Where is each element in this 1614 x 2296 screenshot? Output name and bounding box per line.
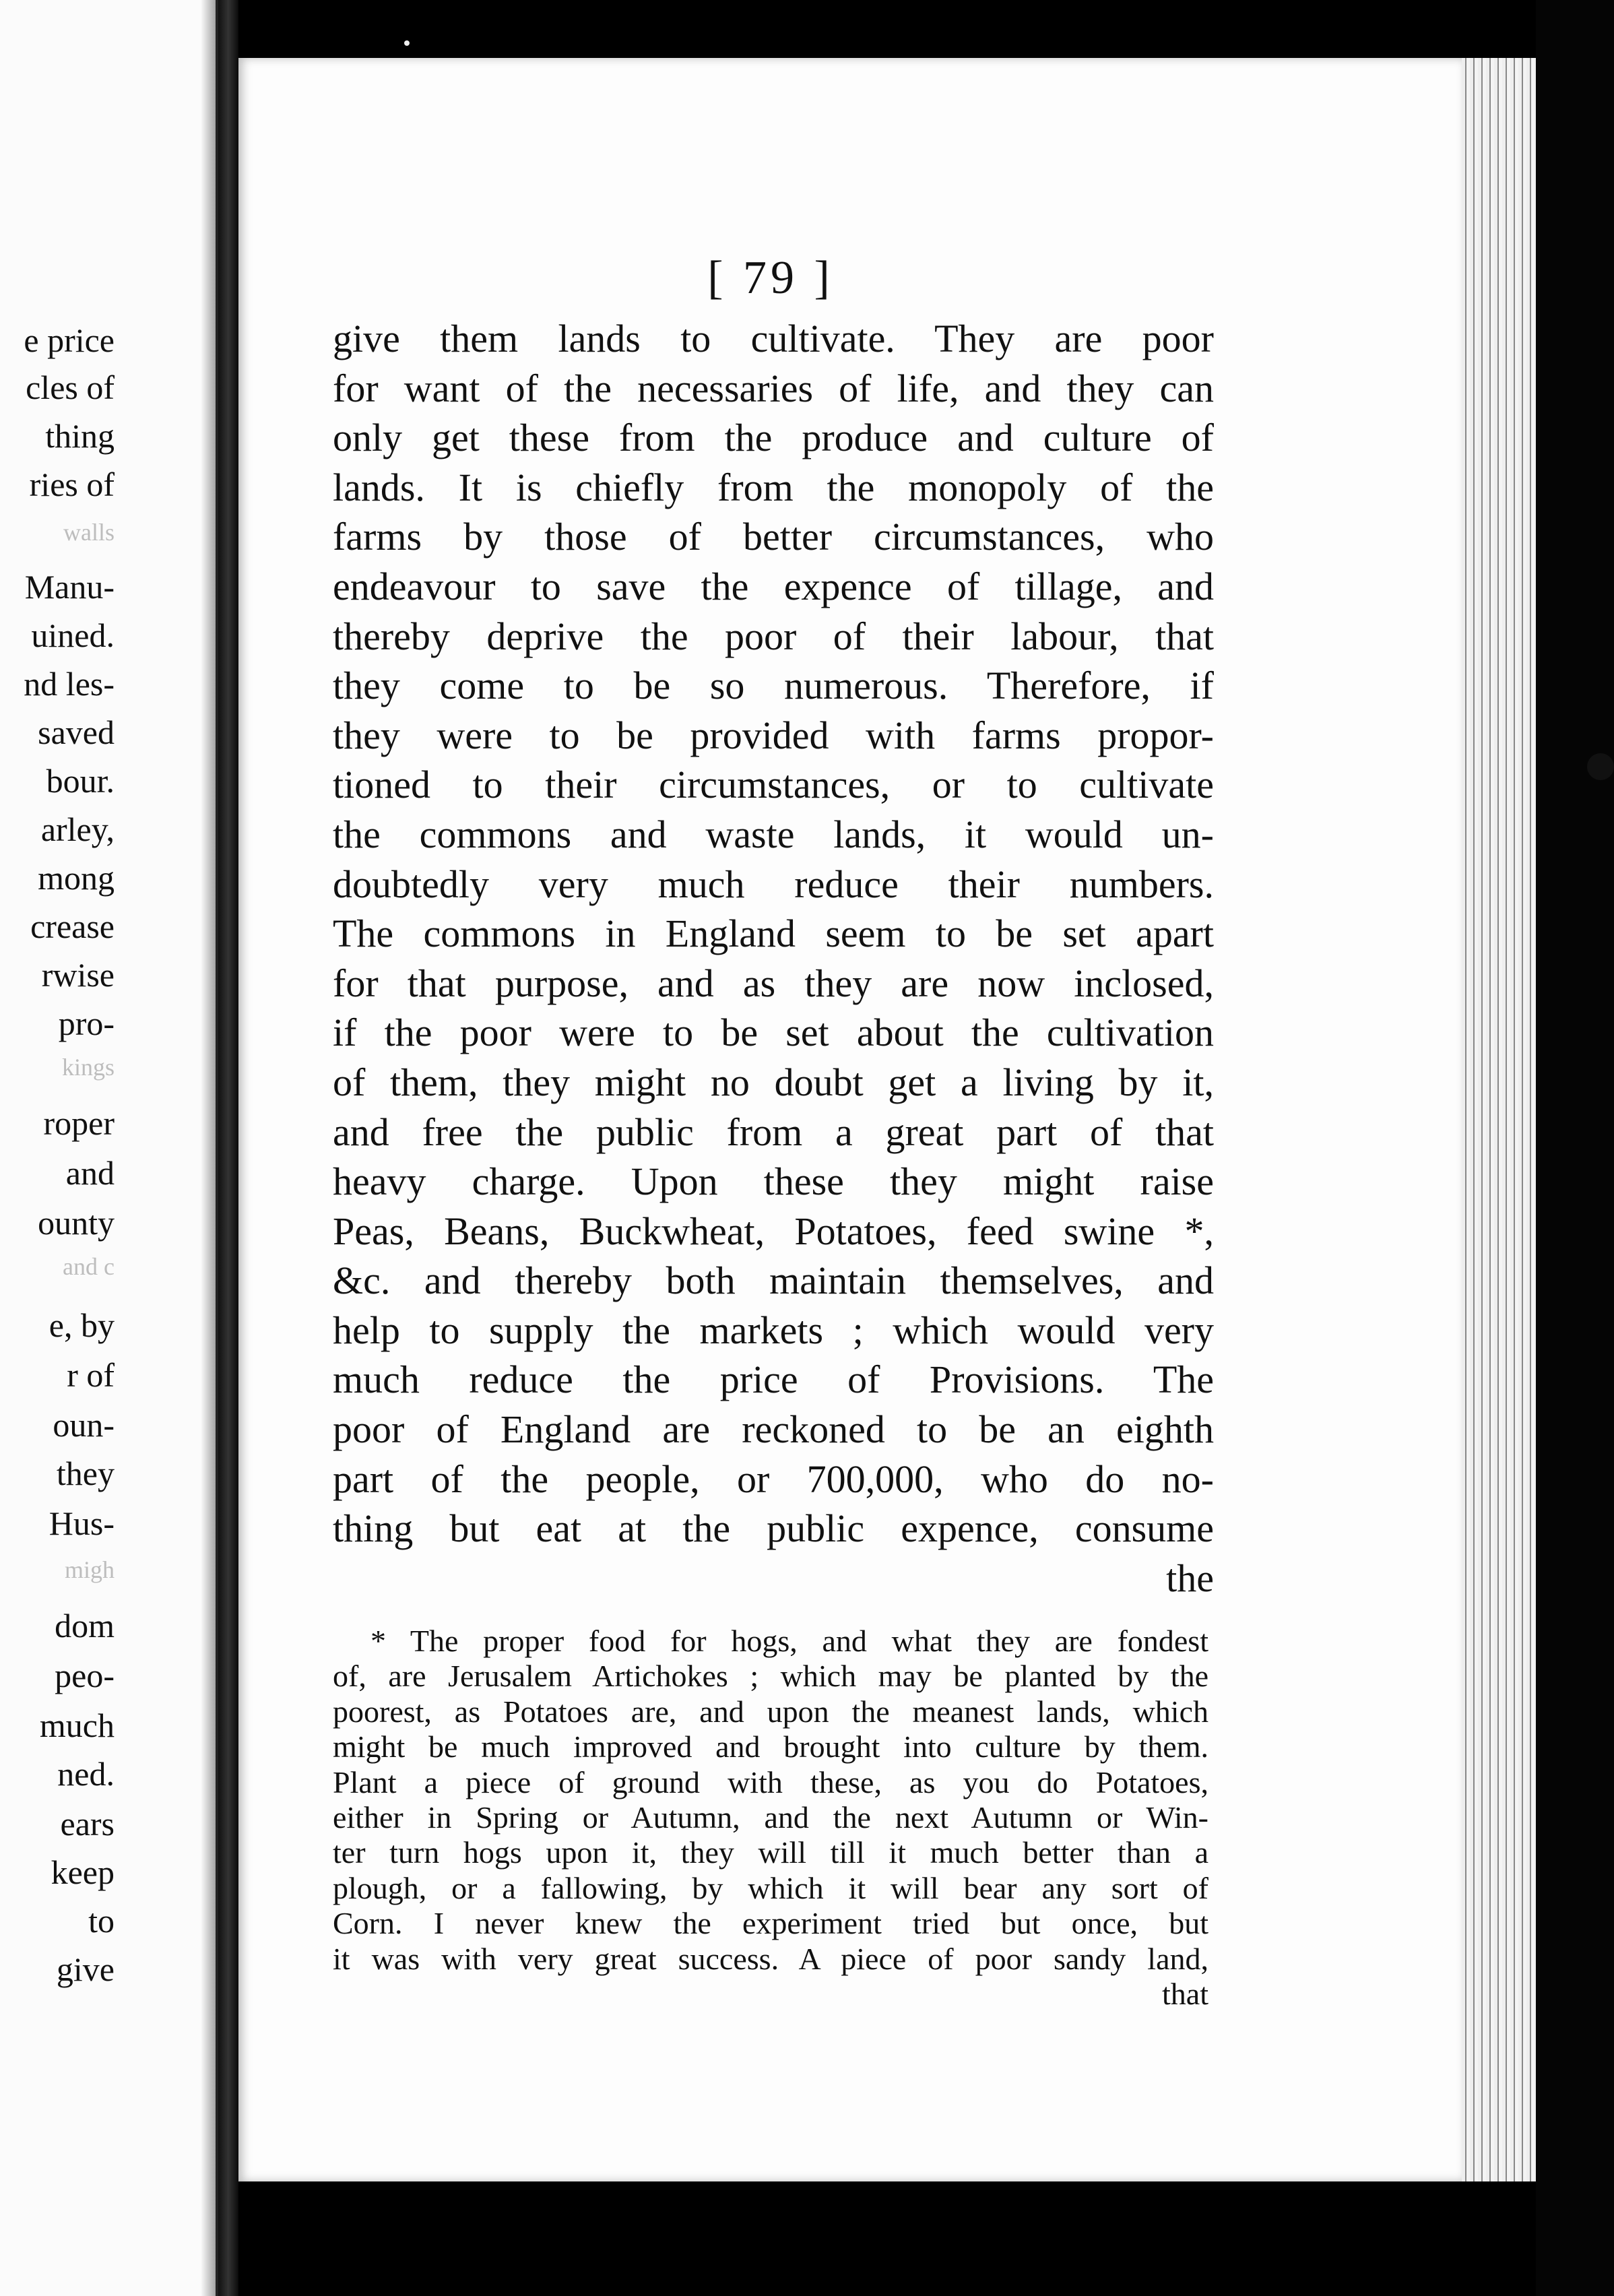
left-page-line: and bbox=[65, 1154, 115, 1192]
text-line: farms by those of better circumstances, who bbox=[333, 515, 1214, 559]
text-line: heavy charge. Upon these they might raise bbox=[333, 1159, 1214, 1204]
left-page-line: rwise bbox=[41, 956, 115, 994]
left-page-line: give bbox=[56, 1950, 115, 1988]
footnote-line: * The proper food for hogs, and what they are fondest bbox=[370, 1624, 1208, 1658]
left-page-line: saved bbox=[38, 713, 115, 751]
left-facing-page bbox=[0, 0, 218, 2296]
text-line: thing but eat at the public expence, consume bbox=[333, 1506, 1214, 1551]
book-spine bbox=[218, 0, 238, 2296]
footnote-line: either in Spring or Autumn, and the next Autumn or Win- bbox=[333, 1799, 1208, 1835]
left-page-line: crease bbox=[30, 907, 115, 945]
text-line: poor of England are reckoned to be an eighth bbox=[333, 1407, 1214, 1452]
left-page-line: keep bbox=[51, 1853, 115, 1891]
left-page-line: ned. bbox=[57, 1755, 115, 1793]
left-page-line: kings bbox=[61, 1054, 115, 1081]
text-line: they were to be provided with farms propor- bbox=[333, 713, 1214, 757]
text-line: give them lands to cultivate. They are poor bbox=[333, 317, 1214, 360]
page-edges bbox=[1462, 58, 1536, 2181]
footnote bbox=[333, 1624, 1208, 2012]
left-page-line: arley, bbox=[40, 810, 115, 848]
scan-background bbox=[1536, 0, 1614, 2296]
scan-speck bbox=[1587, 753, 1614, 780]
left-page-line: Manu- bbox=[24, 568, 115, 606]
left-page-line: oun- bbox=[53, 1406, 115, 1444]
text-line: if the poor were to be set about the cultivation bbox=[333, 1011, 1214, 1055]
footnote-line: plough, or a fallowing, by which it will bear any sort of bbox=[333, 1870, 1208, 1905]
text-line: the bbox=[1166, 1556, 1214, 1600]
footnote-line: poorest, as Potatoes are, and upon the meanest lands, which bbox=[333, 1694, 1208, 1729]
footnote-line: it was with very great success. A piece of poor sandy land, bbox=[333, 1941, 1208, 1976]
text-line: and free the public from a great part of that bbox=[333, 1110, 1214, 1154]
left-page-line: e, by bbox=[49, 1306, 115, 1344]
text-line: endeavour to save the expence of tillage, and bbox=[333, 564, 1214, 608]
left-page-line: migh bbox=[64, 1556, 115, 1583]
text-line: help to supply the markets ; which would very bbox=[333, 1308, 1214, 1352]
text-line: for want of the necessaries of life, and they can bbox=[333, 366, 1214, 410]
footnote-line: of, are Jerusalem Artichokes ; which may be planted by the bbox=[333, 1659, 1208, 1694]
left-page-line: dom bbox=[55, 1607, 115, 1645]
left-page-line: to bbox=[88, 1902, 115, 1940]
text-line: &c. and thereby both maintain themselves, and bbox=[333, 1258, 1214, 1303]
footnote-line: Plant a piece of ground with these, as you do Potatoes, bbox=[333, 1764, 1208, 1799]
left-page-line: walls bbox=[63, 519, 115, 546]
text-line: lands. It is chiefly from the monopoly of the bbox=[333, 465, 1214, 509]
left-page-line: Hus- bbox=[49, 1504, 115, 1542]
text-line: the commons and waste lands, it would un- bbox=[333, 812, 1214, 856]
gutter-shadow bbox=[201, 0, 216, 2296]
left-page-line: much bbox=[39, 1707, 115, 1744]
left-page-line: ears bbox=[60, 1805, 115, 1843]
page-number: [ 79 ] bbox=[707, 252, 834, 304]
left-page-line: nd les- bbox=[24, 665, 115, 703]
text-line: for that purpose, and as they are now inclosed, bbox=[333, 961, 1214, 1005]
body-text bbox=[333, 314, 1214, 1603]
text-line: they come to be so numerous. Therefore, if bbox=[333, 664, 1214, 708]
left-page-line: mong bbox=[38, 859, 115, 897]
left-page-line: pro- bbox=[58, 1004, 115, 1042]
left-page-line: ounty bbox=[38, 1204, 115, 1242]
footnote-line: might be much improved and brought into culture by them. bbox=[333, 1729, 1208, 1764]
text-line: thereby deprive the poor of their labour, that bbox=[333, 614, 1214, 658]
left-page-line: bour. bbox=[46, 762, 115, 800]
scan-speck bbox=[404, 40, 410, 46]
left-page-line: e price bbox=[24, 321, 115, 359]
left-page-line: thing bbox=[45, 417, 115, 455]
left-page-line: and c bbox=[63, 1253, 115, 1280]
left-page-line: peo- bbox=[55, 1657, 115, 1694]
left-page-line: r of bbox=[67, 1356, 115, 1394]
footnote-line: Corn. I never knew the experiment tried but once, but bbox=[333, 1906, 1208, 1941]
text-line: much reduce the price of Provisions. The bbox=[333, 1358, 1214, 1402]
text-line: of them, they might no doubt get a living by it, bbox=[333, 1060, 1214, 1104]
footnote-line: ter turn hogs upon it, they will till it much better than a bbox=[333, 1835, 1208, 1870]
text-line: doubtedly very much reduce their numbers. bbox=[333, 862, 1214, 906]
left-page-line: ries of bbox=[29, 466, 115, 503]
left-page-line: roper bbox=[43, 1104, 115, 1142]
text-line: only get these from the produce and culture of bbox=[333, 416, 1214, 460]
left-page-line: uined. bbox=[31, 616, 115, 654]
text-line: The commons in England seem to be set apart bbox=[333, 912, 1214, 956]
text-line: part of the people, or 700,000, who do no- bbox=[333, 1457, 1214, 1501]
text-line: tioned to their circumstances, or to cultivate bbox=[333, 763, 1214, 807]
text-line: Peas, Beans, Buckwheat, Potatoes, feed swine *, bbox=[333, 1209, 1214, 1253]
footnote-line: that bbox=[1162, 1976, 1208, 2011]
left-page-line: cles of bbox=[26, 369, 115, 406]
left-page-line: they bbox=[56, 1455, 115, 1492]
